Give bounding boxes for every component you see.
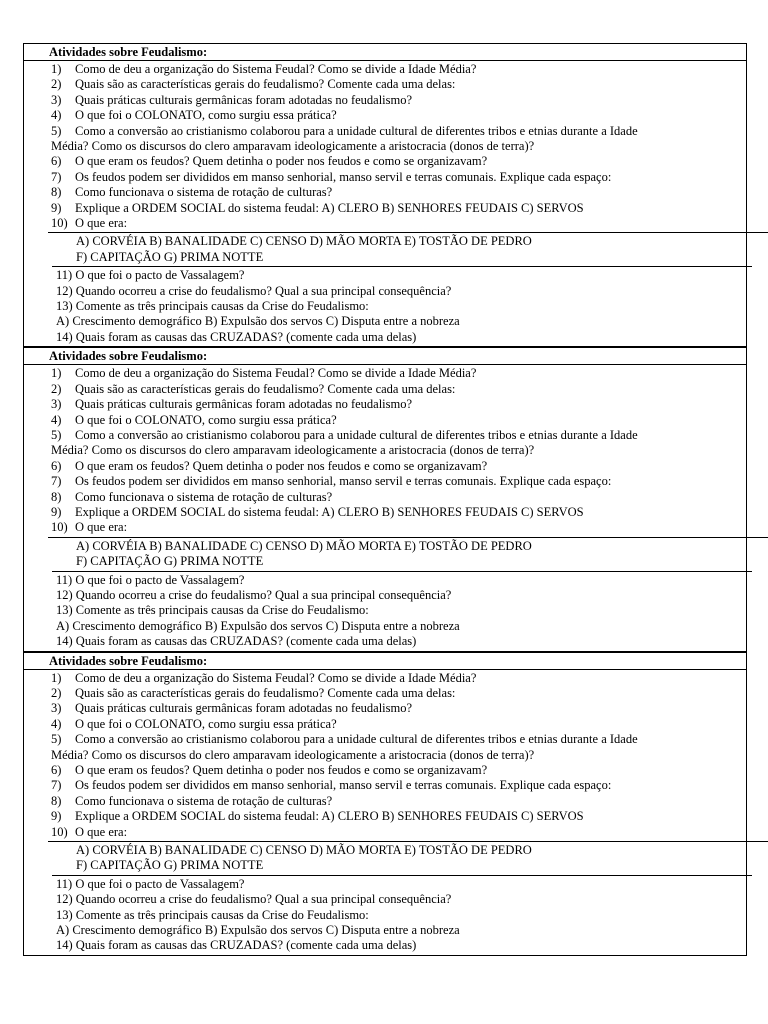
question-text: Explique a ORDEM SOCIAL do sistema feudal: A) CLERO B) SENHORES FEUDAIS C) SERVOS — [75, 200, 584, 215]
question-text: O que eram os feudos? Quem detinha o poder nos feudos e como se organizavam? — [75, 154, 488, 169]
question-text: O que eram os feudos? Quem detinha o poder nos feudos e como se organizavam? — [75, 458, 488, 473]
question-number: 4) — [51, 108, 62, 123]
question-item — [51, 397, 751, 412]
question-item — [51, 77, 751, 92]
question-number: 2) — [51, 381, 62, 396]
activity-block — [23, 652, 747, 956]
question-number: 3) — [51, 397, 62, 412]
question-number: 6) — [51, 154, 62, 169]
term-options-line: A) CORVÉIA B) BANALIDADE C) CENSO D) MÃO MORTA E) TOSTÃO DE PEDRO — [76, 538, 532, 553]
question-number: 1) — [51, 670, 62, 685]
question-number: 9) — [51, 200, 62, 215]
question-number: 8) — [51, 185, 62, 200]
question-number: 3) — [51, 92, 62, 107]
question-number: 5) — [51, 123, 62, 138]
additional-question-line: A) Crescimento demográfico B) Expulsão dos servos C) Disputa entre a nobreza — [56, 618, 460, 633]
question-number: 9) — [51, 504, 62, 519]
question-text: Como funcionava o sistema de rotação de culturas? — [75, 185, 333, 200]
question-text: Como a conversão ao cristianismo colaborou para a unidade cultural de diferentes tribos e etnias durante a Idade — [75, 732, 638, 747]
term-options-line: F) CAPITAÇÃO G) PRIMA NOTTE — [76, 858, 264, 873]
question-number: 10) — [51, 520, 68, 535]
question-number: 3) — [51, 701, 62, 716]
question-item — [51, 93, 751, 108]
question-text: Quais práticas culturais germânicas foram adotadas no feudalismo? — [75, 397, 413, 412]
question-number: 6) — [51, 458, 62, 473]
question-number: 10) — [51, 824, 68, 839]
additional-question-line: A) Crescimento demográfico B) Expulsão dos servos C) Disputa entre a nobreza — [56, 314, 460, 329]
question-number: 2) — [51, 77, 62, 92]
additional-question-line: 14) Quais foram as causas das CRUZADAS? (comente cada uma delas) — [56, 938, 417, 953]
question-item — [51, 366, 751, 381]
question-item — [51, 717, 751, 732]
question-text: Quais são as características gerais do feudalismo? Comente cada uma delas: — [75, 685, 456, 700]
question-number: 5) — [51, 732, 62, 747]
question-item — [51, 671, 751, 686]
question-item — [51, 216, 751, 231]
question-number: 2) — [51, 685, 62, 700]
question-text: Os feudos podem ser divididos em manso senhorial, manso servil e terras comunais. Explique cada espaço: — [75, 474, 612, 489]
additional-question-line: 11) O que foi o pacto de Vassalagem? — [56, 876, 245, 891]
question-text: Os feudos podem ser divididos em manso senhorial, manso servil e terras comunais. Explique cada espaço: — [75, 169, 612, 184]
question-text: Quais são as características gerais do feudalismo? Comente cada uma delas: — [75, 77, 456, 92]
question-number: 1) — [51, 62, 62, 76]
question-item — [51, 732, 751, 747]
term-options-line: A) CORVÉIA B) BANALIDADE C) CENSO D) MÃO MORTA E) TOSTÃO DE PEDRO — [76, 234, 532, 249]
question-item — [51, 778, 751, 793]
question-item — [51, 428, 751, 443]
question-text: Quais práticas culturais germânicas foram adotadas no feudalismo? — [75, 92, 413, 107]
question-number: 10) — [51, 216, 68, 231]
question-number: 9) — [51, 809, 62, 824]
question-number: 7) — [51, 474, 62, 489]
question-text-continuation: Média? Como os discursos do clero amparavam ideologicamente a aristocracia (donos de terra)? — [51, 443, 535, 458]
question-item — [51, 505, 751, 520]
question-text: Como funcionava o sistema de rotação de culturas? — [75, 793, 333, 808]
question-item — [51, 520, 751, 535]
question-text: Como de deu a organização do Sistema Feudal? Como se divide a Idade Média? — [75, 366, 477, 381]
question-item — [51, 794, 751, 809]
question-item — [51, 701, 751, 716]
activity-title: Atividades sobre Feudalismo: — [23, 652, 747, 670]
question-item — [51, 809, 751, 824]
question-item — [51, 382, 751, 397]
activity-content — [23, 670, 747, 956]
question-list — [48, 61, 751, 232]
question-item — [51, 62, 751, 77]
question-item — [51, 413, 751, 428]
question-number: 6) — [51, 763, 62, 777]
additional-question-line: 13) Comente as três principais causas da Crise do Feudalismo: — [56, 907, 369, 922]
question-item — [51, 825, 751, 840]
question-text: Como a conversão ao cristianismo colaborou para a unidade cultural de diferentes tribos e etnias durante a Idade — [75, 123, 638, 138]
question-text: O que foi o COLONATO, como surgiu essa prática? — [75, 716, 337, 731]
question-text: O que foi o COLONATO, como surgiu essa prática? — [75, 108, 337, 123]
question-text: Como de deu a organização do Sistema Feudal? Como se divide a Idade Média? — [75, 670, 477, 685]
activity-title: Atividades sobre Feudalismo: — [23, 347, 747, 365]
worksheet-page — [23, 43, 747, 956]
question-list — [48, 670, 751, 841]
question-number: 8) — [51, 793, 62, 808]
question-item — [51, 170, 751, 185]
term-options-line: A) CORVÉIA B) BANALIDADE C) CENSO D) MÃO MORTA E) TOSTÃO DE PEDRO — [76, 843, 532, 858]
additional-questions — [52, 266, 752, 346]
worksheet-blocks — [23, 43, 747, 956]
question-item — [51, 124, 751, 139]
question-text: Os feudos podem ser divididos em manso senhorial, manso servil e terras comunais. Explique cada espaço: — [75, 778, 612, 793]
additional-question-line: 14) Quais foram as causas das CRUZADAS? (comente cada uma delas) — [56, 634, 417, 649]
question-text: O que eram os feudos? Quem detinha o poder nos feudos e como se organizavam? — [75, 763, 488, 777]
question-text-continuation: Média? Como os discursos do clero amparavam ideologicamente a aristocracia (donos de terra)? — [51, 139, 535, 154]
term-options — [48, 232, 768, 266]
question-number: 7) — [51, 778, 62, 793]
term-options-line: F) CAPITAÇÃO G) PRIMA NOTTE — [76, 554, 264, 569]
question-text: Quais práticas culturais germânicas foram adotadas no feudalismo? — [75, 701, 413, 716]
activity-block — [23, 43, 747, 347]
additional-question-line: 11) O que foi o pacto de Vassalagem? — [56, 572, 245, 587]
question-number: 1) — [51, 366, 62, 381]
question-item — [51, 686, 751, 701]
question-item — [51, 490, 751, 505]
question-text: Quais são as características gerais do feudalismo? Comente cada uma delas: — [75, 381, 456, 396]
additional-question-line: A) Crescimento demográfico B) Expulsão dos servos C) Disputa entre a nobreza — [56, 923, 460, 938]
additional-questions — [52, 571, 752, 651]
question-text: Como de deu a organização do Sistema Feudal? Como se divide a Idade Média? — [75, 62, 477, 76]
additional-question-line: 12) Quando ocorreu a crise do feudalismo? Qual a sua principal consequência? — [56, 892, 452, 907]
question-text: O que era: — [75, 824, 128, 839]
question-number: 4) — [51, 412, 62, 427]
question-text: O que era: — [75, 216, 128, 231]
question-number: 7) — [51, 169, 62, 184]
additional-questions — [52, 875, 752, 955]
question-item — [51, 201, 751, 216]
activity-content — [23, 61, 747, 347]
question-text: Explique a ORDEM SOCIAL do sistema feudal: A) CLERO B) SENHORES FEUDAIS C) SERVOS — [75, 504, 584, 519]
question-text-continuation: Média? Como os discursos do clero amparavam ideologicamente a aristocracia (donos de terra)? — [51, 747, 535, 762]
term-options — [48, 841, 768, 875]
term-options — [48, 537, 768, 571]
question-text: Como a conversão ao cristianismo colaborou para a unidade cultural de diferentes tribos e etnias durante a Idade — [75, 427, 638, 442]
question-list — [48, 365, 751, 536]
additional-question-line: 13) Comente as três principais causas da Crise do Feudalismo: — [56, 299, 369, 314]
question-item — [51, 154, 751, 169]
question-item — [51, 459, 751, 474]
question-item — [51, 474, 751, 489]
question-number: 4) — [51, 716, 62, 731]
question-item — [51, 763, 751, 778]
additional-question-line: 12) Quando ocorreu a crise do feudalismo? Qual a sua principal consequência? — [56, 283, 452, 298]
activity-block — [23, 347, 747, 651]
question-number: 5) — [51, 427, 62, 442]
activity-content — [23, 365, 747, 651]
activity-title: Atividades sobre Feudalismo: — [23, 43, 747, 61]
additional-question-line: 14) Quais foram as causas das CRUZADAS? (comente cada uma delas) — [56, 329, 417, 344]
question-text: Como funcionava o sistema de rotação de culturas? — [75, 489, 333, 504]
question-text: Explique a ORDEM SOCIAL do sistema feudal: A) CLERO B) SENHORES FEUDAIS C) SERVOS — [75, 809, 584, 824]
additional-question-line: 13) Comente as três principais causas da Crise do Feudalismo: — [56, 603, 369, 618]
question-item — [51, 108, 751, 123]
question-number: 8) — [51, 489, 62, 504]
question-text: O que foi o COLONATO, como surgiu essa prática? — [75, 412, 337, 427]
additional-question-line: 11) O que foi o pacto de Vassalagem? — [56, 268, 245, 283]
question-item — [51, 185, 751, 200]
additional-question-line: 12) Quando ocorreu a crise do feudalismo? Qual a sua principal consequência? — [56, 587, 452, 602]
question-text: O que era: — [75, 520, 128, 535]
term-options-line: F) CAPITAÇÃO G) PRIMA NOTTE — [76, 249, 264, 264]
